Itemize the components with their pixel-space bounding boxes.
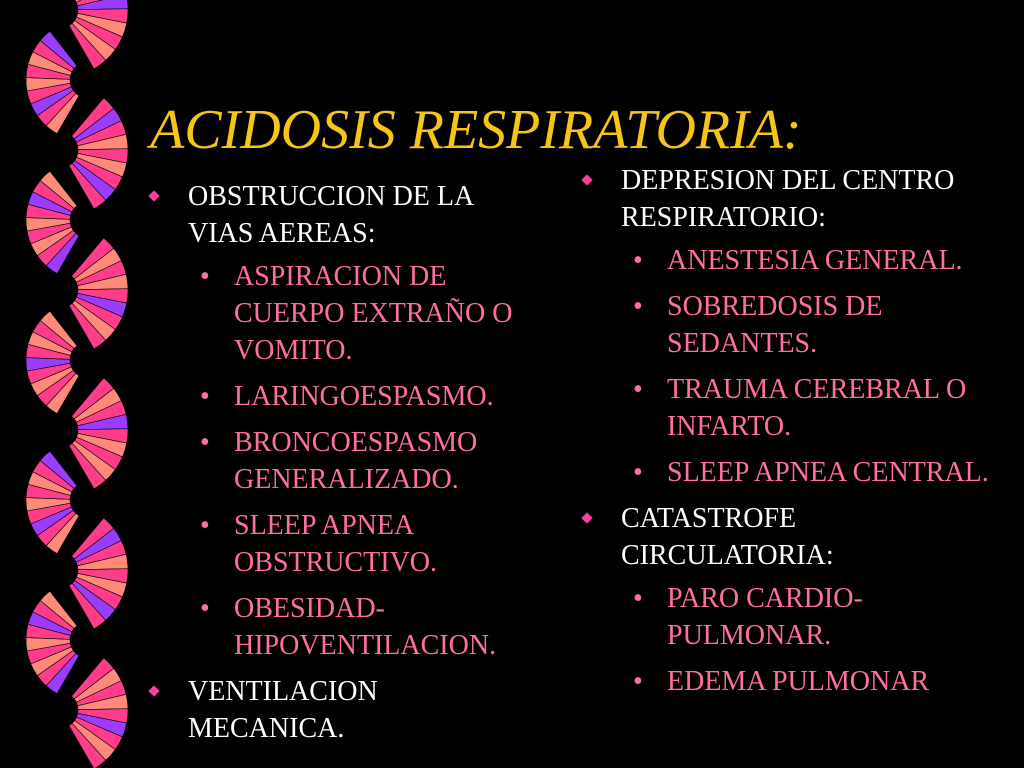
left-column bbox=[150, 178, 540, 755]
sub-bullet-text: ANESTESIA GENERAL. bbox=[667, 245, 963, 276]
diamond-bullet-icon bbox=[581, 512, 592, 523]
fan-shape-icon bbox=[69, 0, 128, 69]
fan-shape-icon bbox=[69, 238, 128, 349]
sub-bullet-text: SOBREDOSIS DE SEDANTES. bbox=[667, 291, 883, 359]
fan-shape-icon bbox=[26, 591, 79, 694]
diamond-bullet-icon bbox=[581, 174, 592, 185]
slide-title: ACIDOSIS RESPIRATORIA: bbox=[150, 99, 802, 161]
sub-bullet-laringoespasmo bbox=[188, 378, 540, 415]
fan-shape-icon bbox=[69, 518, 128, 629]
sub-bullet-text: EDEMA PULMONAR bbox=[667, 666, 930, 697]
bullet-ventilacion-mecanica bbox=[150, 673, 540, 747]
sub-bullet-text: OBESIDAD-HIPOVENTILACION. bbox=[234, 593, 497, 661]
bullet-catastrofe-circulatoria bbox=[583, 500, 1003, 700]
fan-shape-icon bbox=[69, 378, 128, 489]
round-bullet-icon: • bbox=[633, 666, 643, 697]
sub-bullet-text: ASPIRACION DE CUERPO EXTRAÑO O VOMITO. bbox=[234, 261, 513, 366]
round-bullet-icon: • bbox=[200, 510, 210, 541]
bullet-text: CATASTROFE CIRCULATORIA: bbox=[621, 503, 834, 571]
bullet-depresion-del-centro-respiratorio bbox=[583, 162, 1003, 491]
fan-shape-icon bbox=[69, 658, 128, 768]
sub-bullet-text: SLEEP APNEA CENTRAL. bbox=[667, 457, 989, 488]
sub-bullet-paro-cardio-pulmonar bbox=[621, 580, 1003, 654]
bullet-text: VENTILACION MECANICA. bbox=[188, 676, 378, 744]
bullet-obstruccion-de-la-vias-aereas bbox=[150, 178, 540, 664]
sub-bullet-edema-pulmonar bbox=[621, 663, 1003, 700]
sub-bullet-text: LARINGOESPASMO. bbox=[234, 381, 494, 412]
round-bullet-icon: • bbox=[633, 583, 643, 614]
bullet-text: OBSTRUCCION DE LA VIAS AEREAS: bbox=[188, 181, 473, 249]
fan-shape-icon bbox=[26, 451, 79, 554]
sub-bullet-text: PARO CARDIO-PULMONAR. bbox=[667, 583, 863, 651]
round-bullet-icon: • bbox=[633, 374, 643, 405]
diamond-bullet-icon bbox=[148, 685, 159, 696]
sub-bullet-aspiracion-de-cuerpo-extrano-o-vomito bbox=[188, 258, 540, 369]
sub-bullet-text: SLEEP APNEA OBSTRUCTIVO. bbox=[234, 510, 438, 578]
sub-bullet-text: TRAUMA CEREBRAL O INFARTO. bbox=[667, 374, 967, 442]
round-bullet-icon: • bbox=[200, 261, 210, 292]
diamond-bullet-icon bbox=[148, 190, 159, 201]
fan-shape-icon bbox=[26, 31, 79, 134]
sub-bullet-broncoespasmo-generalizado bbox=[188, 424, 540, 498]
sub-bullet-list bbox=[621, 242, 1003, 491]
round-bullet-icon: • bbox=[633, 457, 643, 488]
sub-bullet-sobredosis-de-sedantes bbox=[621, 288, 1003, 362]
round-bullet-icon: • bbox=[200, 381, 210, 412]
round-bullet-icon: • bbox=[633, 245, 643, 276]
sub-bullet-obesidad-hipoventilacion bbox=[188, 590, 540, 664]
round-bullet-icon: • bbox=[200, 593, 210, 624]
sub-bullet-trauma-cerebral-o-infarto bbox=[621, 371, 1003, 445]
sub-bullet-anestesia-general bbox=[621, 242, 1003, 279]
fan-shape-icon bbox=[26, 171, 79, 274]
round-bullet-icon: • bbox=[200, 427, 210, 458]
sub-bullet-list bbox=[188, 258, 540, 664]
sub-bullet-list bbox=[621, 580, 1003, 700]
round-bullet-icon: • bbox=[633, 291, 643, 322]
bullet-text: DEPRESION DEL CENTRO RESPIRATORIO: bbox=[621, 165, 955, 233]
fan-shape-icon bbox=[26, 311, 79, 414]
right-column bbox=[583, 162, 1003, 709]
decorative-fan-strip bbox=[0, 0, 140, 768]
sub-bullet-sleep-apnea-obstructivo bbox=[188, 507, 540, 581]
sub-bullet-text: BRONCOESPASMO GENERALIZADO. bbox=[234, 427, 478, 495]
fan-shape-icon bbox=[69, 98, 128, 209]
sub-bullet-sleep-apnea-central bbox=[621, 454, 1003, 491]
